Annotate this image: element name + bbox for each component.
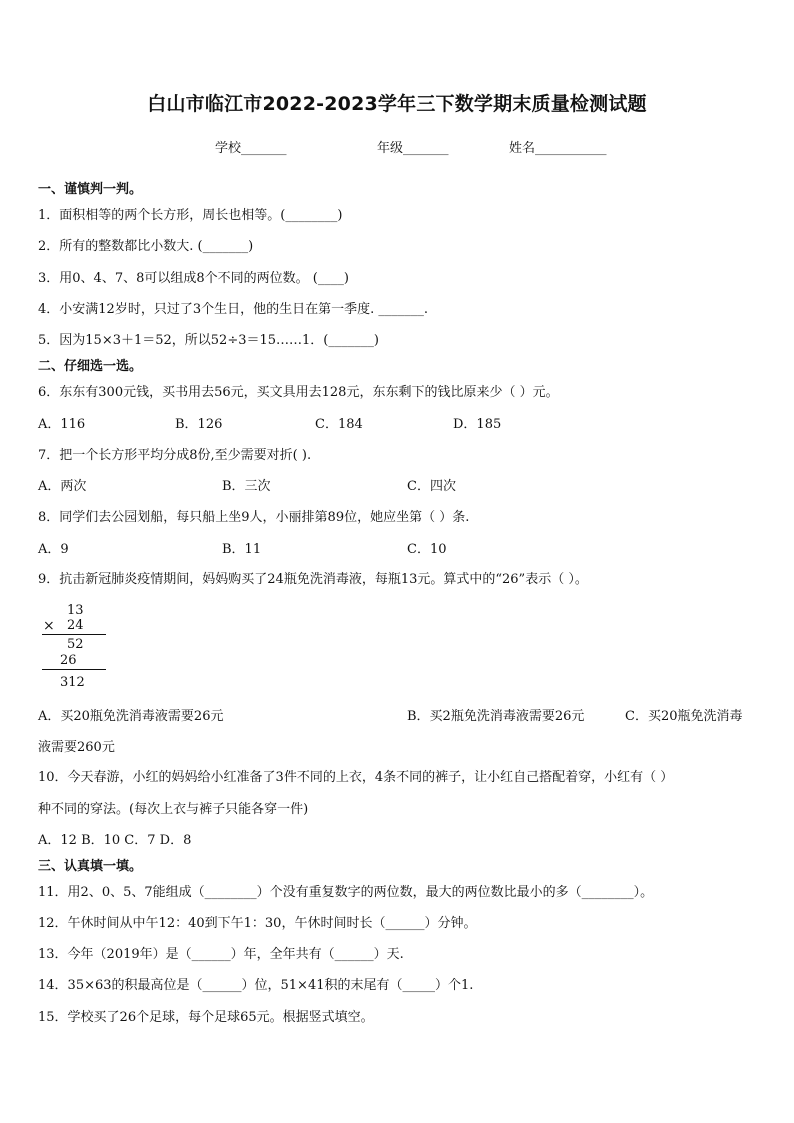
school-field[interactable]: 学校_______: [215, 141, 287, 156]
question-6: 6．东东有300元钱，买书用去56元，买文具用去128元，东东剩下的钱比原来少（ ）元。: [38, 385, 559, 400]
section-heading-judge: 一、谨慎判一判。: [38, 182, 143, 197]
question-14: 14．35×63的积最高位是（______）位，51×41积的末尾有（_____）个1.: [38, 978, 474, 993]
question-10-continued: 种不同的穿法。(每次上衣与裤子只能各穿一件): [38, 802, 309, 817]
question-7: 7．把一个长方形平均分成8份,至少需要对折( ).: [38, 448, 312, 463]
option-9b[interactable]: B．买2瓶免洗消毒液需要26元: [407, 709, 585, 724]
option-8c[interactable]: C．10: [407, 542, 447, 557]
option-6a[interactable]: A．116: [38, 417, 86, 432]
question-1: 1．面积相等的两个长方形，周长也相等。(________): [38, 208, 343, 223]
option-9a[interactable]: A．买20瓶免洗消毒液需要26元: [38, 709, 224, 724]
grade-field[interactable]: 年级_______: [377, 141, 449, 156]
question-12: 12．午休时间从中午12：40到下午1：30，午休时间时长（______）分钟。: [38, 916, 477, 931]
options-10[interactable]: A．12 B．10 C．7 D．8: [38, 833, 192, 848]
option-7b[interactable]: B．三次: [222, 479, 271, 494]
calc-partial-2: 26: [60, 653, 77, 668]
calc-line-1: [42, 634, 106, 635]
calc-product: 312: [60, 675, 85, 690]
question-10: 10．今天春游，小红的妈妈给小红准备了3件不同的上衣，4条不同的裤子，让小红自己搭配着穿，小红有（ ）: [38, 770, 674, 785]
question-13: 13．今年（2019年）是（______）年，全年共有（______）天.: [38, 947, 404, 962]
question-8: 8．同学们去公园划船，每只船上坐9人，小丽排第89位，她应坐第（ ）条.: [38, 510, 470, 525]
calc-partial-1: 52: [67, 637, 84, 652]
calc-line-2: [42, 669, 106, 670]
question-5: 5．因为15×3＋1＝52，所以52÷3＝15……1．(_______): [38, 333, 379, 348]
question-9: 9．抗击新冠肺炎疫情期间，妈妈购买了24瓶免洗消毒液，每瓶13元。算式中的“26”表示（ ）。: [38, 572, 588, 587]
question-15: 15．学校买了26个足球，每个足球65元。根据竖式填空。: [38, 1010, 374, 1025]
option-6b[interactable]: B．126: [175, 417, 223, 432]
page-title: 白山市临江市2022-2023学年三下数学期末质量检测试题: [147, 93, 647, 115]
section-heading-fill: 三、认真填一填。: [38, 859, 143, 874]
option-6d[interactable]: D．185: [453, 417, 502, 432]
calc-multiplier: 24: [67, 618, 84, 633]
option-8a[interactable]: A．9: [38, 542, 69, 557]
question-2: 2．所有的整数都比小数大. (_______): [38, 239, 254, 254]
option-7c[interactable]: C．四次: [407, 479, 456, 494]
times-sign: ×: [43, 618, 55, 634]
option-9c-continued: 液需要260元: [38, 740, 115, 755]
option-9c[interactable]: C．买20瓶免洗消毒: [625, 709, 743, 724]
calc-multiplicand: 13: [67, 603, 84, 618]
option-8b[interactable]: B．11: [222, 542, 262, 557]
section-heading-choose: 二、仔细选一选。: [38, 359, 143, 374]
question-11: 11．用2、0、5、7能组成（________）个没有重复数字的两位数，最大的两位数比最小的多（________）。: [38, 885, 654, 900]
option-6c[interactable]: C．184: [315, 417, 363, 432]
question-4: 4．小安满12岁时，只过了3个生日，他的生日在第一季度. _______.: [38, 302, 428, 317]
question-3: 3．用0、4、7、8可以组成8个不同的两位数。 (____): [38, 271, 349, 286]
option-7a[interactable]: A．两次: [38, 479, 87, 494]
name-field[interactable]: 姓名___________: [509, 141, 607, 156]
